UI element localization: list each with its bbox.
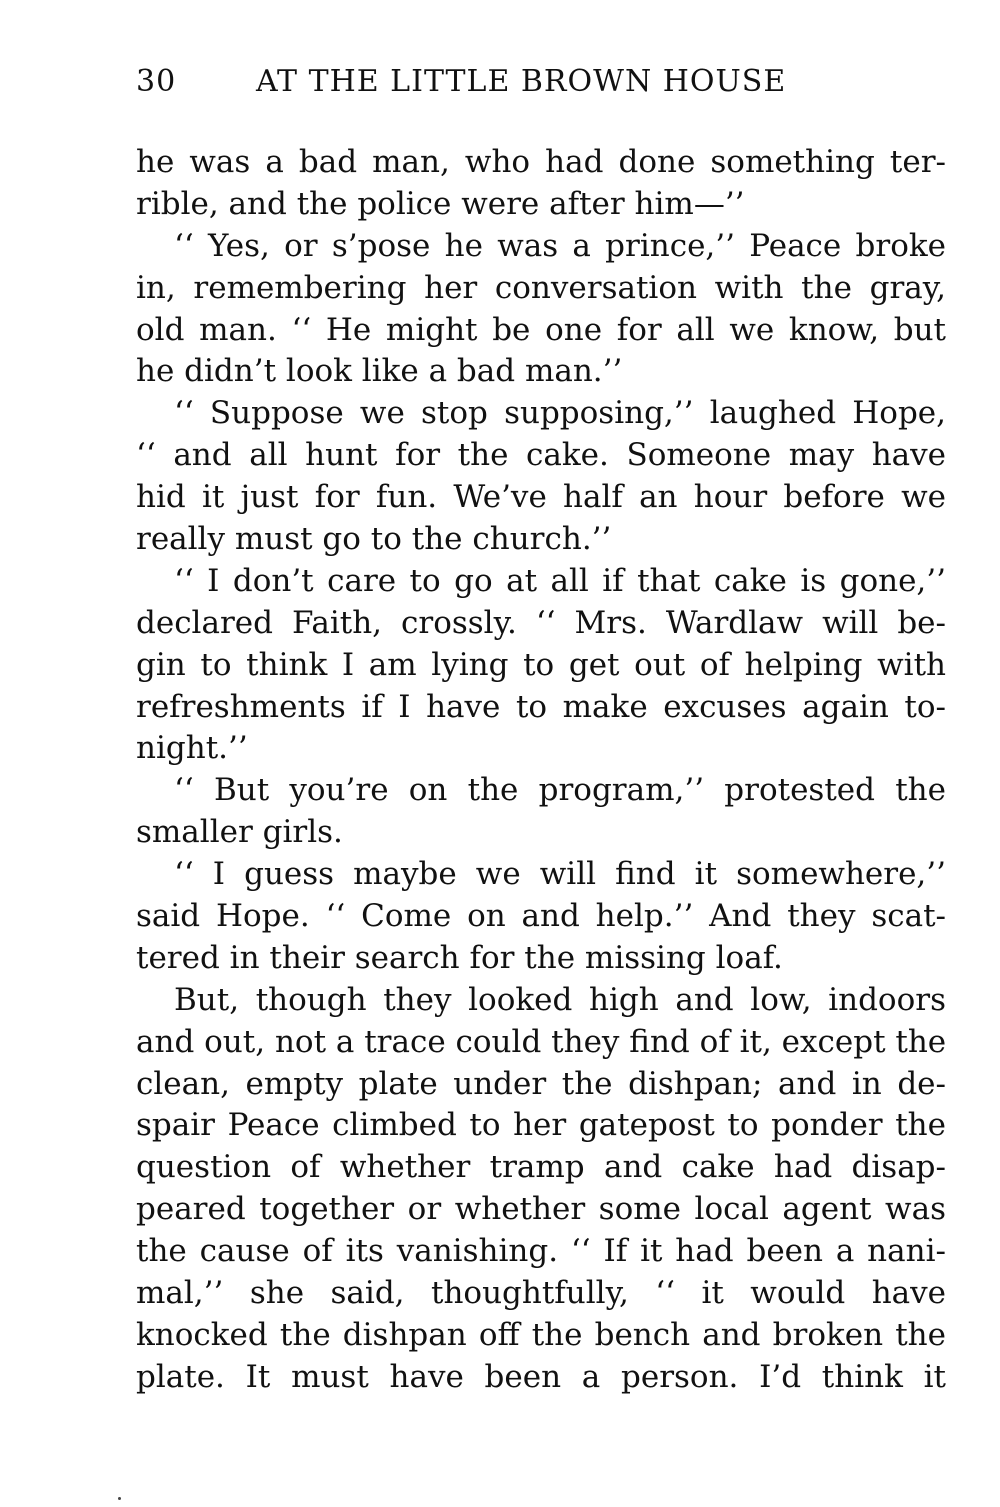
text-line: plate. It must have been a person. I’d think it	[136, 1358, 946, 1395]
text-line: the cause of its vanishing. ‘‘ If it had been a nani-	[136, 1233, 946, 1270]
text-line: ‘‘ Suppose we stop supposing,’’ laughed Hope,	[174, 395, 946, 432]
text-line: declared Faith, crossly. ‘‘ Mrs. Wardlaw will be-	[136, 604, 946, 641]
text-line: rible, and the police were after him—’’	[136, 185, 745, 222]
text-line: peared together or whether some local agent was	[136, 1191, 946, 1228]
text-line: said Hope. ‘‘ Come on and help.’’ And they scat-	[136, 898, 946, 935]
text-line: question of whether tramp and cake had disap-	[136, 1149, 946, 1186]
text-line: clean, empty plate under the dishpan; and in de-	[136, 1065, 946, 1102]
text-line: ‘‘ But you’re on the program,’’ protested the	[174, 772, 946, 809]
page-header	[136, 64, 946, 114]
text-line: ‘‘ Yes, or s’pose he was a prince,’’ Peace broke	[174, 227, 946, 264]
body-text	[136, 142, 946, 1399]
text-line: tered in their search for the missing loaf.	[136, 939, 783, 976]
text-line: gin to think I am lying to get out of helping with	[136, 646, 946, 683]
text-line: hid it just for fun. We’ve half an hour before we	[136, 479, 946, 516]
text-line: knocked the dishpan off the bench and broken the	[136, 1316, 946, 1353]
text-line: in, remembering her conversation with the gray,	[136, 269, 946, 306]
text-line: ‘‘ I guess maybe we will find it somewhere,’’	[174, 856, 946, 893]
text-line: But, though they looked high and low, indoors	[174, 981, 946, 1018]
text-line: really must go to the church.’’	[136, 521, 612, 558]
text-line: and out, not a trace could they find of it, except the	[136, 1023, 947, 1060]
text-line: refreshments if I have to make excuses again to-	[136, 688, 946, 725]
text-line: he was a bad man, who had done something ter-	[136, 144, 946, 180]
text-line: mal,’’ she said, thoughtfully, ‘‘ it would have	[136, 1275, 946, 1312]
text-line: old man. ‘‘ He might be one for all we know, but	[136, 311, 946, 348]
text-line: night.’’	[136, 730, 248, 767]
text-line: smaller girls.	[136, 814, 343, 851]
text-line: ‘‘ and all hunt for the cake. Someone may have	[136, 437, 946, 474]
running-head: AT THE LITTLE BROWN HOUSE	[256, 64, 787, 99]
scan-speck	[118, 1497, 121, 1500]
text-line: he didn’t look like a bad man.’’	[136, 353, 623, 390]
text-line: ‘‘ I don’t care to go at all if that cake is gone,’’	[174, 562, 946, 599]
text-line: spair Peace climbed to her gatepost to ponder the	[136, 1107, 946, 1144]
page-number: 30	[136, 64, 177, 99]
